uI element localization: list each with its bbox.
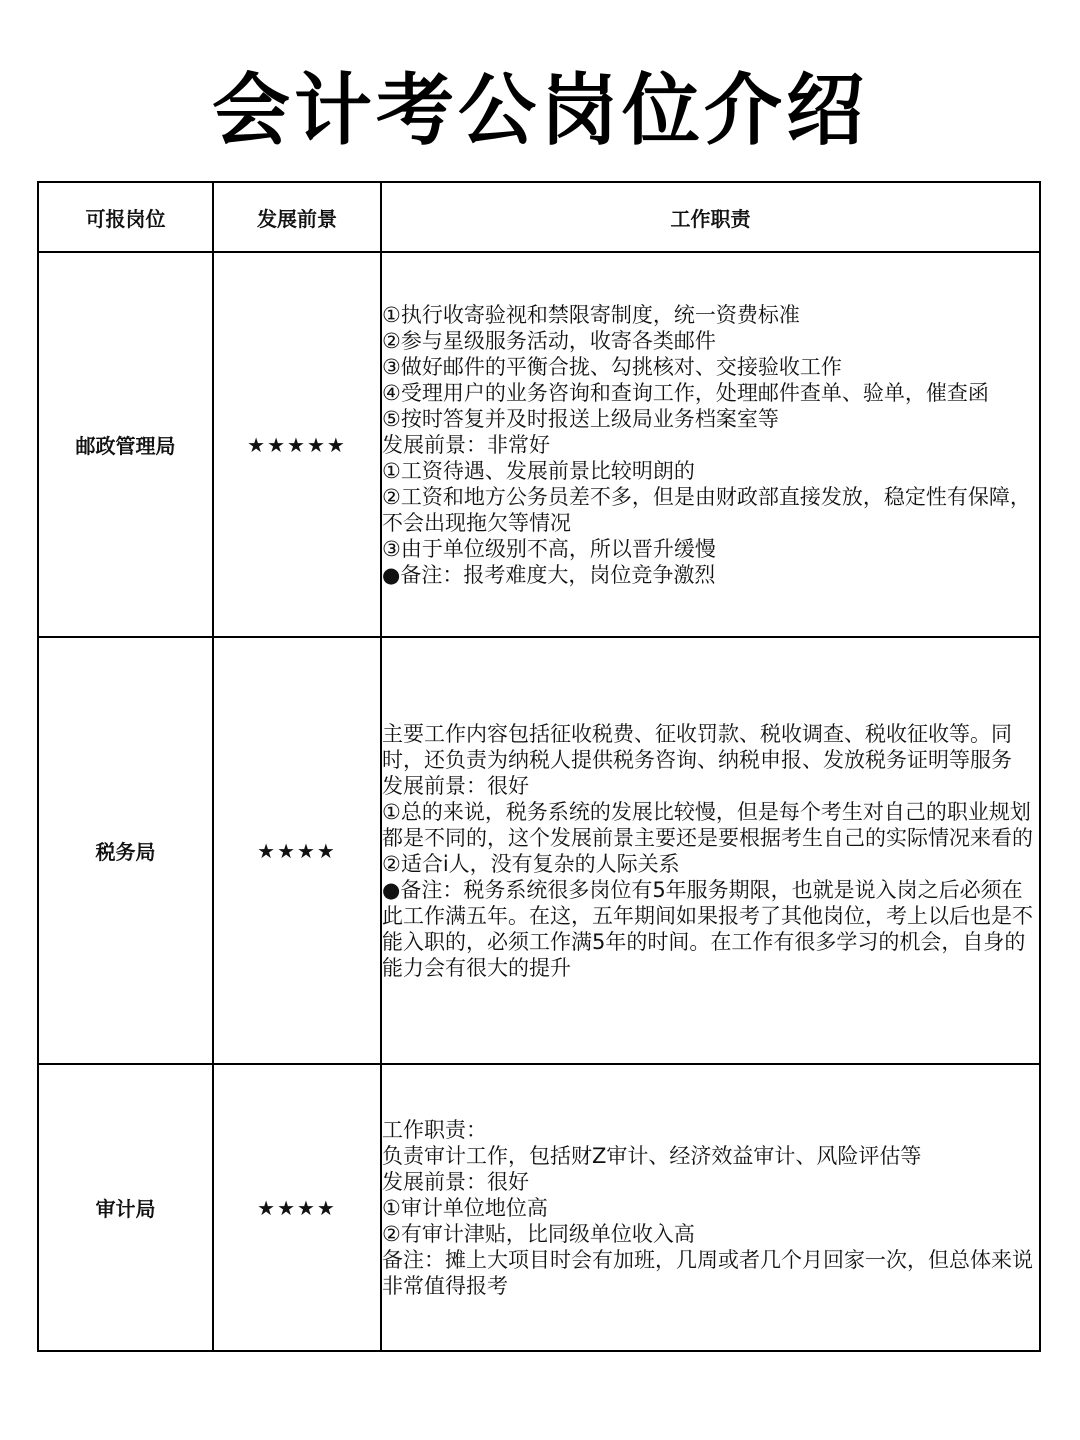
duty-line: ①审计单位地位高 — [382, 1195, 548, 1220]
duty-line: ②有审计津贴，比同级单位收入高 — [382, 1221, 695, 1246]
header-duties: 工作职责 — [381, 182, 1040, 252]
table-row — [38, 252, 1040, 637]
duty-line: ⑤按时答复并及时报送上级局业务档案室等 — [382, 406, 779, 431]
position-name: 审计局 — [38, 1064, 213, 1351]
duties-cell — [381, 1064, 1040, 1351]
duty-line: ①执行收寄验视和禁限寄制度，统一资费标准 — [382, 302, 800, 327]
duty-line: ②工资和地方公务员差不多，但是由财政部直接发放，稳定性有保障，不会出现拖欠等情况 — [382, 484, 1031, 535]
header-position: 可报岗位 — [38, 182, 213, 252]
star-rating: ★★★★★ — [213, 252, 381, 637]
duty-line: 负责审计工作，包括财Z审计、经济效益审计、风险评估等 — [382, 1143, 922, 1168]
duties-cell — [381, 637, 1040, 1064]
star-rating: ★★★★ — [213, 637, 381, 1064]
positions-table — [37, 181, 1041, 1352]
prospect-line: 发展前景：很好 — [382, 773, 529, 798]
note-line: ●备注：税务系统很多岗位有5年服务期限，也就是说入岗之后必须在此工作满五年。在这，五年期间如果报考了其他岗位，考上以后也是不能入职的，必须工作满5年的时间。在工作有很多学习的机会，自身的能力会有很大的提升 — [382, 877, 1033, 980]
table-row — [38, 1064, 1040, 1351]
note-line: 备注：摊上大项目时会有加班，几周或者几个月回家一次，但总体来说非常值得报考 — [382, 1247, 1033, 1298]
position-name: 邮政管理局 — [38, 252, 213, 637]
position-name: 税务局 — [38, 637, 213, 1064]
duty-line: ②适合i人，没有复杂的人际关系 — [382, 851, 680, 876]
prospect-line: 发展前景：很好 — [382, 1169, 529, 1194]
duty-line: ③做好邮件的平衡合拢、勾挑核对、交接验收工作 — [382, 354, 842, 379]
duty-line: ③由于单位级别不高，所以晋升缓慢 — [382, 536, 716, 561]
duty-line: 主要工作内容包括征收税费、征收罚款、税收调查、税收征收等。同时，还负责为纳税人提供税务咨询、纳税申报、发放税务证明等服务 — [382, 721, 1012, 772]
duty-line: ②参与星级服务活动，收寄各类邮件 — [382, 328, 716, 353]
table-header-row — [38, 182, 1040, 252]
duty-line: ①工资待遇、发展前景比较明朗的 — [382, 458, 695, 483]
star-rating: ★★★★ — [213, 1064, 381, 1351]
prospect-line: 发展前景：非常好 — [382, 432, 550, 457]
note-line: ●备注：报考难度大，岗位竞争激烈 — [382, 562, 716, 587]
table-row — [38, 637, 1040, 1064]
page-title: 会计考公岗位介绍 — [211, 66, 868, 156]
duty-line: ①总的来说，税务系统的发展比较慢，但是每个考生对自己的职业规划都是不同的，这个发展前景主要还是要根据考生自己的实际情况来看的 — [382, 799, 1033, 850]
duty-line: ④受理用户的业务咨询和查询工作，处理邮件查单、验单，催查函 — [382, 380, 989, 405]
duties-cell — [381, 252, 1040, 637]
duty-line: 工作职责： — [382, 1117, 487, 1142]
header-prospect: 发展前景 — [213, 182, 381, 252]
